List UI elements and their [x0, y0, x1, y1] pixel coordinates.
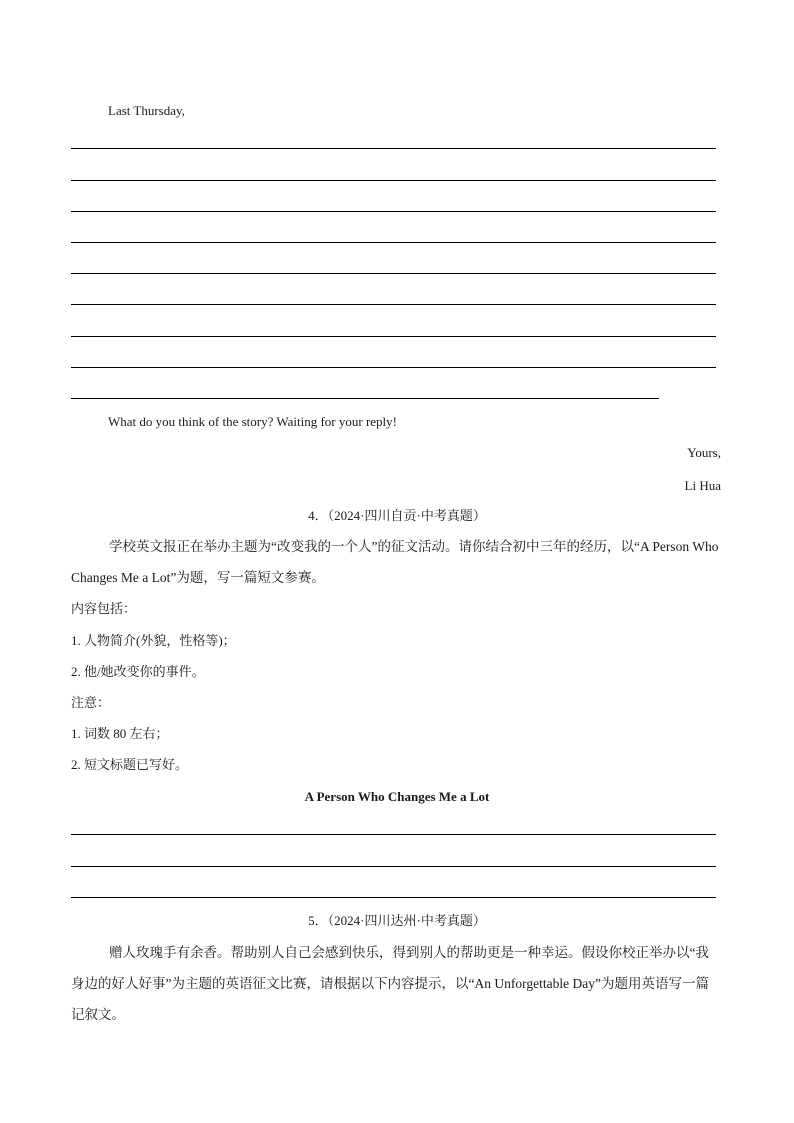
writing-line	[71, 211, 716, 212]
writing-line	[71, 304, 716, 305]
writing-line	[71, 336, 716, 337]
writing-line	[71, 273, 716, 274]
note-item: 1. 词数 80 左右；	[71, 726, 169, 741]
question-5-prompt: 赠人玫瑰手有余香。帮助别人自己会感到快乐，得到别人的帮助更是一种幸运。假设你校正举办以“我身边的好人好事”为主题的英语征文比赛，请根据以下内容提示，以“An Unforgettable Day”为题用英语写一篇记叙文。	[71, 945, 709, 1022]
writing-line	[71, 180, 716, 181]
writing-line	[71, 897, 716, 898]
content-item: 1. 人物简介(外貌，性格等)；	[71, 633, 236, 648]
writing-line	[71, 398, 659, 399]
note-item: 2. 短文标题已写好。	[71, 757, 189, 772]
writing-line	[71, 834, 716, 835]
letter-opening: Last Thursday,	[108, 103, 185, 118]
letter-closing-question: What do you think of the story? Waiting for your reply!	[108, 414, 397, 429]
content-item: 2. 他/她改变你的事件。	[71, 664, 205, 679]
writing-line	[71, 866, 716, 867]
letter-signoff: Yours,	[687, 445, 721, 460]
question-4-prompt: 学校英文报正在举办主题为“改变我的一个人”的征文活动。请你结合初中三年的经历，以“A Person Who Changes Me a Lot”为题，写一篇短文参赛。	[71, 539, 719, 585]
notes-label: 注意：	[71, 695, 111, 710]
letter-signature: Li Hua	[684, 478, 721, 493]
writing-line	[71, 242, 716, 243]
writing-line	[71, 367, 716, 368]
essay-title: A Person Who Changes Me a Lot	[304, 789, 490, 804]
question-5-heading: 5．（2024·四川达州·中考真题）	[308, 913, 486, 928]
content-label: 内容包括：	[71, 601, 137, 616]
writing-line	[71, 148, 716, 149]
question-4-heading: 4．（2024·四川自贡·中考真题）	[308, 508, 486, 523]
